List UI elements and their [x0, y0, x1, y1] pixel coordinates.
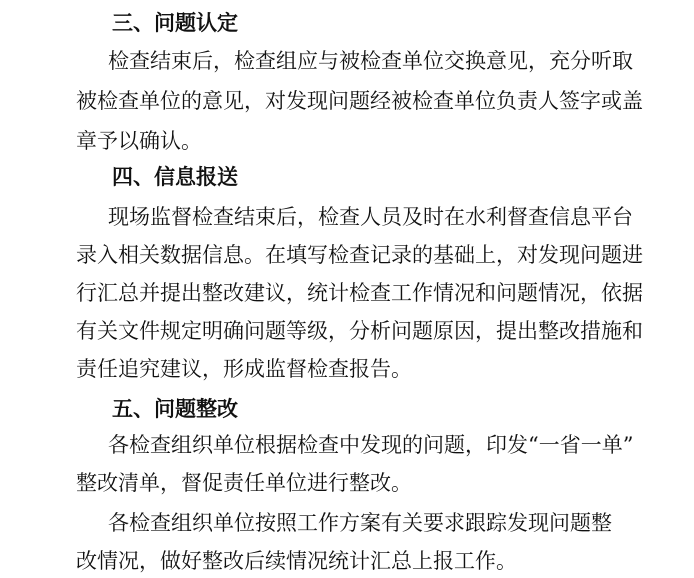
paragraph-line: 现场监督检查结束后，检查人员及时在水利督查信息平台 [108, 205, 633, 229]
paragraph-line: 有关文件规定明确问题等级，分析问题原因，提出整改措施和 [76, 319, 643, 343]
paragraph-line: 被检查单位的意见，对发现问题经被检查单位负责人签字或盖 [76, 89, 643, 113]
paragraph-line: 整改清单，督促责任单位进行整改。 [76, 471, 412, 495]
paragraph-line: 行汇总并提出整改建议，统计检查工作情况和问题情况，依据 [76, 281, 643, 305]
paragraph-line: 检查结束后，检查组应与被检查单位交换意见，充分听取 [108, 49, 633, 73]
paragraph-line: 录入相关数据信息。在填写检查记录的基础上，对发现问题进 [76, 243, 643, 267]
section-heading-3: 三、问题认定 [112, 11, 238, 35]
paragraph-line: 章予以确认。 [76, 129, 202, 153]
paragraph-line: 责任追究建议，形成监督检查报告。 [76, 357, 412, 381]
section-heading-4: 四、信息报送 [112, 165, 238, 189]
paragraph-line: 各检查组织单位按照工作方案有关要求跟踪发现问题整 [108, 511, 612, 535]
section-heading-5: 五、问题整改 [112, 397, 238, 421]
paragraph-line: 改情况，做好整改后续情况统计汇总上报工作。 [76, 549, 517, 573]
paragraph-line: 各检查组织单位根据检查中发现的问题，印发“一省一单” [108, 433, 634, 457]
